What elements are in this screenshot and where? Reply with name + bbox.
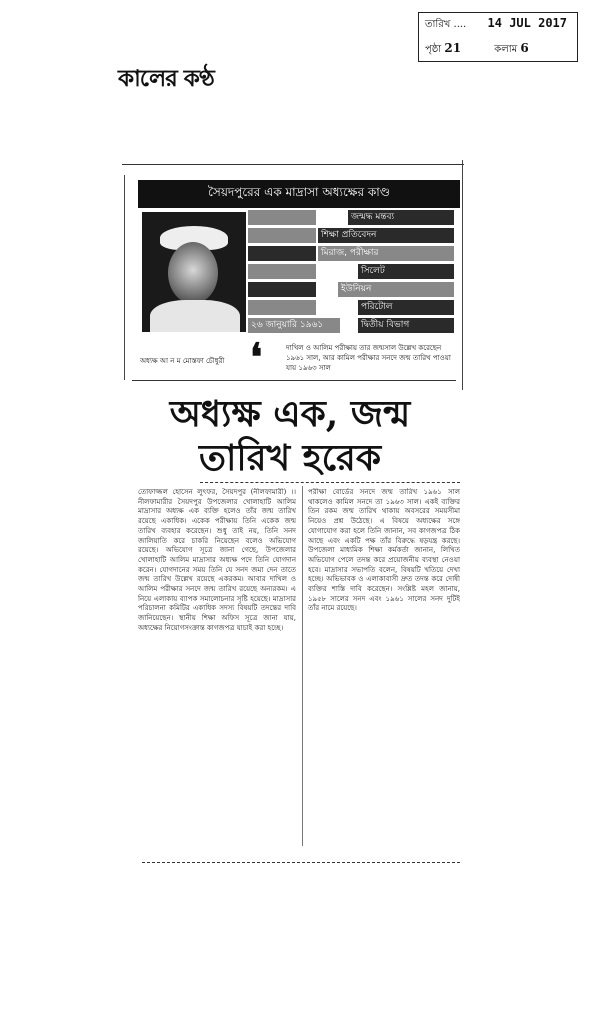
table-cell: মিরাজ, পরীক্ষার [318, 246, 454, 261]
body-column-2 [308, 488, 460, 848]
body-text: তোফাজ্জল হোসেন লুৎফর, সৈয়দপুর (নীলফামারী) ।। নীলফামারীর সৈয়দপুর উপজেলার খোলাহাটি আলিম মাদ্রাসার অধ্যক্ষ এক ব্যক্তি হলেও তাঁর জন্ম তারিখ রয়েছে একাধিক। একেক পরীক্ষায় তিনি একেক জন্ম তারিখ ব্যবহার করেছেন। শুধু তাই নয়, তিনি সনদ জালিয়াতি করে চাকরি নিয়েছেন বলেও অভিযোগ রয়েছে। অভিযোগ সূত্রে জানা গেছে, উপজেলার খোলাহাটি আলিম মাদ্রাসার অধ্যক্ষ পদে তিনি যোগদান করেন। যোগদানের সময় তিনি যে সনদ জমা দেন তাতে জন্ম তারিখ উল্লেখ রয়েছে একরকম। আবার দাখিল ও আলিম পরীক্ষার সনদে জন্ম তারিখ রয়েছে অন্যরকম। এ নিয়ে এলাকায় ব্যাপক সমালোচনার সৃষ্টি হয়েছে। মাদ্রাসার পরিচালনা কমিটির একাধিক সদস্য বিষয়টি তদন্তের দাবি জানিয়েছেন। স্থানীয় শিক্ষা অফিস সূত্রে জানা যায়, অধ্যক্ষের নিয়োগসংক্রান্ত কাগজপত্র যাচাই করা হচ্ছে। [138, 488, 296, 632]
section-rule [132, 380, 456, 381]
principal-photo [142, 212, 246, 332]
stamp-column-label: কলাম [494, 44, 518, 55]
table-cell: শিক্ষা প্রতিবেদন [318, 228, 454, 243]
table-cell [248, 210, 316, 225]
table-cell: দ্বিতীয় বিভাগ [358, 318, 454, 333]
stamp-page-label: পৃষ্ঠা [425, 44, 442, 55]
clip-left-rule [124, 175, 125, 380]
body-column-1 [138, 488, 296, 848]
table-cell [248, 282, 316, 297]
quote-mark-icon: ❛ [250, 334, 263, 379]
certificate-table [248, 210, 454, 336]
table-cell [248, 228, 316, 243]
table-cell: ইউনিয়ন [338, 282, 454, 297]
stamp-date-value: 14 JUL 2017 [487, 16, 567, 30]
stamp-page-value: 21 [444, 41, 462, 55]
newspaper-masthead: কালের কণ্ঠ [118, 65, 214, 92]
story-banner: সৈয়দপুরের এক মাদ্রাসা অধ্যক্ষের কাণ্ড [138, 180, 460, 208]
stamp-date-label: তারিখ [425, 19, 451, 30]
body-text: পরীক্ষা বোর্ডের সনদে জন্ম তারিখ ১৯৬১ সাল থাকলেও কামিল সনদে তা ১৯৬৩ সাল। একই ব্যক্তির তিন রকম জন্ম তারিখ থাকায় অবসরের সময়সীমা নিয়েও প্রশ্ন উঠেছে। এ বিষয়ে অধ্যক্ষের সঙ্গে যোগাযোগ করা হলে তিনি জানান, সব কাগজপত্র ঠিক আছে এবং একটি পক্ষ তাঁর বিরুদ্ধে ষড়যন্ত্র করছে। উপজেলা মাধ্যমিক শিক্ষা কর্মকর্তা জানান, লিখিত অভিযোগ পেলে তদন্ত করে প্রয়োজনীয় ব্যবস্থা নেওয়া হবে। মাদ্রাসার সভাপতি বলেন, বিষয়টি খতিয়ে দেখা হচ্ছে। অভিভাবক ও এলাকাবাসী দ্রুত তদন্ত করে দোষী ব্যক্তির শাস্তি দাবি করেছেন। সংশ্লিষ্ট মহল জানায়, ১৯৫৮ সালের সনদ এবং ১৯৬১ সালের সনদ দুটিই তাঁর নামে রয়েছে। [308, 488, 460, 613]
table-cell [248, 246, 316, 261]
headline [130, 392, 450, 480]
table-cell [248, 300, 316, 315]
stamp-column-value: 6 [520, 41, 529, 55]
pull-quote: দাখিল ও আলিম পরীক্ষায় তার জন্মসাল উল্লেখ করেছেন ১৯৬১ সাল, আর কামিল পরীক্ষার সনদে জন্ম তারিখ পাওয়া যায় ১৯৬৩ সাল [286, 344, 451, 372]
bottom-dash-rule [142, 862, 460, 863]
headline-line-1: অধ্যক্ষ এক, জন্ম [169, 393, 411, 435]
headline-line-2: তারিখ হরেক [198, 437, 382, 479]
column-divider [302, 486, 303, 846]
table-cell: পরিটোল [358, 300, 454, 315]
clip-top-rule [122, 164, 464, 165]
table-cell: ২৬ জানুয়ারি ১৯৬১ [248, 318, 340, 333]
table-cell: জন্মদ্ধ মন্তব্য [348, 210, 454, 225]
table-cell [248, 264, 316, 279]
clip-right-rule [462, 160, 463, 390]
table-cell: সিলেট [358, 264, 454, 279]
photo-caption: অধ্যক্ষ আ ন ম মোস্তফা চৌধুরী [140, 357, 225, 365]
headline-dash-rule [200, 482, 460, 483]
date-stamp: তারিখ .... 14 JUL 2017 পৃষ্ঠা 21 কলাম 6 [418, 12, 578, 62]
